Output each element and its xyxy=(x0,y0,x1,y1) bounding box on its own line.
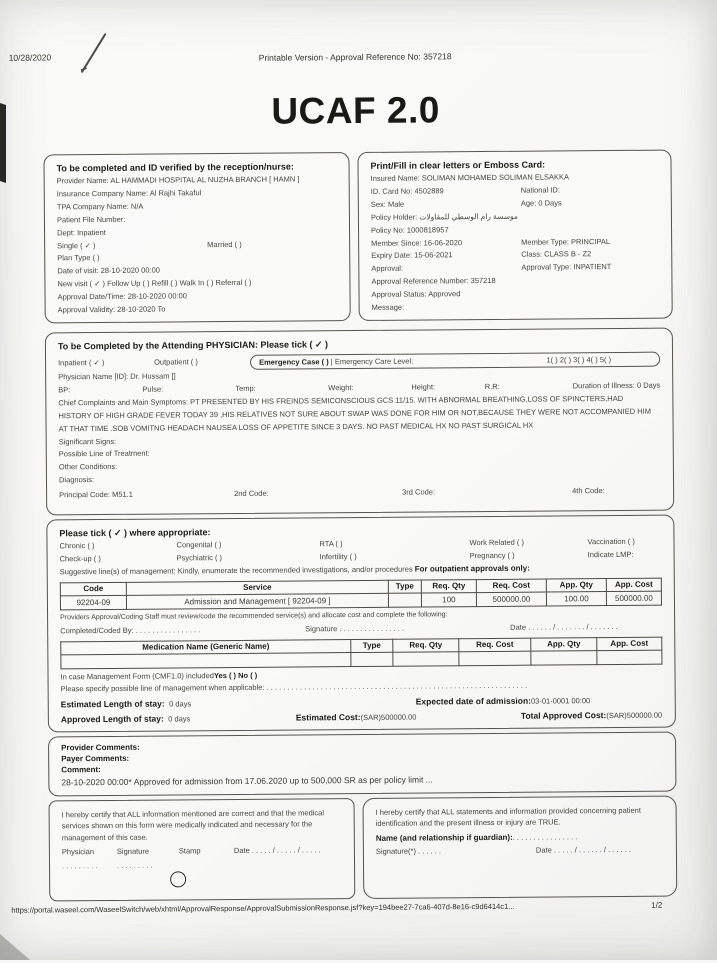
physician-sign-row xyxy=(62,845,342,856)
svc-header-req-cost: Req. Cost xyxy=(476,579,546,593)
approval-reference-line: Approval Reference Number: 357218 xyxy=(371,276,496,287)
footer-url: https://portal.waseel.com/WaseelSwitch/web/xhtml/ApprovalResponse/ApprovalSubmissionResponse.jsf?key=194bee27-7ca6-407d-8e16-c9d6414c1... xyxy=(11,901,515,915)
svc-type-cell xyxy=(388,593,421,607)
med-header-type: Type xyxy=(351,639,393,652)
cmf-specify-line: Please specify possible line of management when applicable: . . . . . . . . . . . . . . . . . . . . . . . . . . . . . . . . . . . . . . . . . . . . . . . . . . . . . . . . . . . . . . . xyxy=(60,681,528,694)
insurance-company-line: Insurance Company Name: Al Rajhi Takaful xyxy=(56,188,202,199)
med-name-cell xyxy=(61,652,351,668)
provider-name-line: Provider Name: AL HAMMADI HOSPITAL AL NUZHA BRANCH [ HAMN ] xyxy=(56,174,300,186)
svc-req-qty-cell: 100 xyxy=(421,592,476,606)
estimated-stay-label: Estimated Length of stay: xyxy=(60,698,165,710)
tick-appropriate-box xyxy=(46,515,676,733)
physician-box xyxy=(45,328,674,516)
diagnosis-codes-row xyxy=(59,485,661,503)
med-app-qty-cell xyxy=(531,650,597,665)
physician-box-title: To be Completed by the Attending PHYSICIAN: Please tick ( ✓ ) xyxy=(57,339,329,352)
svc-code-cell: 92204-09 xyxy=(60,595,126,610)
guardian-name-label: Name (and relationship if guardian): xyxy=(375,832,513,843)
insured-box xyxy=(357,150,672,321)
visit-type-line: New visit ( ✓ ) Follow Up ( ) Refill ( ) Walk In ( ) Referral ( ) xyxy=(57,278,252,289)
total-approved-cost xyxy=(521,707,662,723)
pregnancy-checkbox: Pregnancy ( ) xyxy=(469,550,515,561)
physician-certification-text: I hereby certify that ALL information mentioned are correct and that the medical services shown on this form were medically indicated and necessary for the management of this case. xyxy=(61,808,325,843)
psychiatric-checkbox: Psychiatric ( ) xyxy=(176,552,223,563)
message-line: Message: xyxy=(371,302,405,312)
patient-certification-text: I hereby certify that ALL statements and information provided concerning patient identification and the present illness or injury are TRUE. xyxy=(375,805,641,829)
scan-edge-artifact xyxy=(0,103,6,183)
medication-table xyxy=(60,636,662,669)
comments-box xyxy=(48,732,676,797)
insured-name-line: Insured Name: SOLIMAN MOHAMED SOLIMAN ELSAKKA xyxy=(370,172,570,183)
date-of-visit-line: Date of visit: 28-10-2020 00:00 xyxy=(57,265,160,276)
physician-dots-row xyxy=(62,859,342,870)
fourth-code: 4th Code: xyxy=(572,486,605,496)
pulse-field: Pulse: xyxy=(142,384,164,394)
patient-date-field: Date . . . . . / . . . . . . / . . . . . . xyxy=(535,844,631,855)
single-checkbox: Single ( ✓ ) xyxy=(57,240,96,250)
completed-coded-by: Completed/Coded By: . . . . . . . . . . . . . . . . xyxy=(60,624,201,635)
member-since: Member Since: 16-06-2020 xyxy=(371,237,463,248)
rr-field: R.R: xyxy=(484,381,500,391)
policy-holder-value: موسسة رام الوسطي للمقاولات xyxy=(419,211,518,222)
svc-req-cost-cell: 500000.00 xyxy=(476,592,546,607)
weight-field: Weight: xyxy=(328,382,354,393)
policy-no-line: Policy No: 1000818957 xyxy=(371,224,449,235)
principal-code: Principal Code: M51.1 xyxy=(59,489,133,500)
provider-comments-label: Provider Comments: xyxy=(61,742,140,753)
inpatient-checkbox: Inpatient ( ✓ ) xyxy=(58,358,105,368)
physician-certification-box xyxy=(49,798,356,901)
payer-comments-label: Payer Comments: xyxy=(61,753,130,764)
svc-header-app-qty: App. Qty xyxy=(546,578,606,591)
med-req-qty-cell xyxy=(393,651,459,666)
tick-box-title: Please tick ( ✓ ) where appropriate: xyxy=(59,527,211,539)
certification-section xyxy=(49,796,678,902)
physician-label: Physician xyxy=(61,847,95,857)
chronic-checkbox: Chronic ( ) xyxy=(59,541,95,551)
total-approved-cost-label: Total Approved Cost: xyxy=(520,710,607,722)
patient-file-number-line: Patient File Number: xyxy=(56,214,126,225)
checkup-checkbox: Check-up ( ) xyxy=(59,553,101,564)
total-approved-cost-value: (SAR)500000.00 xyxy=(606,710,663,721)
coding-staff-note: Providers Approval/Coding Staff must review/code the recommended service(s) and allocate cost and complete the following: xyxy=(60,611,448,622)
class-value: Class: CLASS B - Z2 xyxy=(521,249,592,260)
signature-dots: . . . . . . . . . xyxy=(116,860,153,871)
duration-of-illness: Duration of Illness: 0 Days xyxy=(572,380,661,391)
infertility-checkbox: Infertility ( ) xyxy=(319,551,357,562)
plan-type-line: Plan Type ( ) xyxy=(57,253,100,263)
comment-text: 28-10-2020 00:00* Approved for admission from 17.06.2020 up to 500,000 SR as per policy limit ... xyxy=(61,774,433,788)
med-header-app-cost: App. Cost xyxy=(597,637,662,651)
estimated-cost-label: Estimated Cost: xyxy=(295,712,361,723)
estimated-stay-value: 0 days xyxy=(169,699,192,709)
temp-field: Temp: xyxy=(235,383,256,393)
complaints-line-2: HISTORY OF HIGH GRADE FEVER TODAY 39 ,HIS RELATIVES NOT SURE ABOUT SWAP WAS DONE FOR HIM OR NOT,BECAUSE THEY WERE NOT ACCOMPANIED HIM xyxy=(58,406,651,421)
scan-corner-artifact xyxy=(0,934,30,960)
service-table xyxy=(60,577,662,610)
tpa-company-line: TPA Company Name: N/A xyxy=(56,201,144,212)
physician-name-line: Physician Name [ID]: Dr. Hussam [] xyxy=(58,371,176,382)
married-checkbox: Married ( ) xyxy=(207,239,242,249)
physician-dots: . . . . . . . . . xyxy=(61,861,98,871)
work-related-checkbox: Work Related ( ) xyxy=(469,537,524,548)
comment-label: Comment: xyxy=(61,764,101,774)
patient-sign-row xyxy=(376,844,664,855)
outpatient-checkbox: Outpatient ( ) xyxy=(154,357,198,367)
significant-signs-line: Significant Signs: xyxy=(58,436,117,446)
diagnosis-line: Diagnosis: xyxy=(58,475,95,485)
approval-validity-line: Approval Validity: 28-10-2020 To xyxy=(57,304,166,315)
med-header-req-cost: Req. Cost xyxy=(459,638,531,652)
med-req-cost-cell xyxy=(459,651,531,666)
svc-app-qty-cell: 100.00 xyxy=(546,591,606,605)
other-conditions-line: Other Conditions: xyxy=(58,462,118,472)
suggestive-note-normal: Suggestive line(s) of management: Kindly, enumerate the recommended investigations, and/or procedures xyxy=(59,564,415,577)
stamp-circle xyxy=(170,872,186,888)
svc-app-cost-cell: 500000.00 xyxy=(606,591,661,605)
med-header-name: Medication Name (Generic Name) xyxy=(61,639,351,654)
emergency-case-part xyxy=(259,356,413,368)
emergency-pill xyxy=(250,352,660,370)
estimated-cost-value: (SAR)500000.00 xyxy=(360,712,417,723)
svc-header-type: Type xyxy=(388,580,421,593)
expected-admission-label: Expected date of admission: xyxy=(415,695,532,707)
approval-datetime-line: Approval Date/Time: 28-10-2020 00:00 xyxy=(57,291,187,302)
med-header-req-qty: Req. Qty xyxy=(393,638,459,652)
svc-header-service: Service xyxy=(126,580,388,595)
coding-date: Date . . . . . . / . . . . . . . / . . . . . . . xyxy=(510,621,618,632)
approval-type: Approval Type: INPATIENT xyxy=(521,262,612,273)
cmf-included-options: Yes ( ) No ( ) xyxy=(213,670,258,680)
emergency-care-level-label: | Emergency Care Level: xyxy=(330,356,414,367)
suggestive-note-bold: For outpatient approvals only: xyxy=(414,563,530,574)
approval-status-line: Approval Status: Approved xyxy=(371,289,461,300)
expected-admission-value: 03-01-0001 00:00 xyxy=(530,696,591,706)
printable-version-header: Printable Version - Approval Reference No: 357218 xyxy=(258,51,452,63)
med-app-cost-cell xyxy=(597,650,662,665)
insured-box-title: Print/Fill in clear letters or Emboss Card: xyxy=(370,159,546,171)
form-title: UCAF 2.0 xyxy=(271,89,440,132)
patient-certification-box xyxy=(362,796,677,899)
national-id: National ID: xyxy=(520,185,560,195)
height-field: Height: xyxy=(411,382,436,392)
emergency-case-checkbox: Emergency Case ( ) xyxy=(259,357,329,367)
coding-signature: Signature . . . . . . . . . . . . . . . . xyxy=(305,623,404,634)
congenital-checkbox: Congenital ( ) xyxy=(176,540,222,550)
vaccination-checkbox: Vaccination ( ) xyxy=(587,536,635,547)
indicate-lmp: Indicate LMP: xyxy=(587,549,634,560)
stamp-label: Stamp xyxy=(178,846,201,856)
third-code: 3rd Code: xyxy=(402,487,436,497)
second-code: 2nd Code: xyxy=(234,488,269,499)
svc-header-req-qty: Req. Qty xyxy=(421,579,476,592)
approved-stay xyxy=(61,710,296,727)
emergency-level-options: 1( ) 2( ) 3( ) 4( ) 5( ) xyxy=(546,355,612,365)
policy-holder-label: Policy Holder: xyxy=(370,212,418,222)
age-value: Age: 0 Days xyxy=(520,198,562,208)
bp-field: BP: xyxy=(58,385,71,395)
svc-header-app-cost: App. Cost xyxy=(606,578,661,591)
complaints-line-1: Chief Complaints and Main Symptoms: PT PRESENTED BY HIS FREINDS SEMICONSCIOUS GCS 11/15. WITH ABNORMAL BREATHING,LOSS OF SPINCTERS,HAD xyxy=(58,393,624,408)
id-card-no: ID. Card No: 4502889 xyxy=(370,186,444,196)
guardian-name-row xyxy=(376,831,664,842)
dept-line: Dept: Inpatient xyxy=(57,227,106,237)
guardian-name-dots: . . . . . . . . . . . . . . . . xyxy=(512,832,578,842)
svc-service-cell: Admission and Management [ 92204-09 ] xyxy=(126,593,388,609)
top-info-section xyxy=(43,150,672,324)
approved-stay-value: 0 days xyxy=(168,714,191,724)
approved-stay-label: Approved Length of stay: xyxy=(60,713,164,725)
med-header-app-qty: App. Qty xyxy=(531,637,597,651)
physician-date-field: Date . . . . . / . . . . . / . . . . . xyxy=(233,845,321,856)
sex-value: Sex: Male xyxy=(370,199,405,209)
med-type-cell xyxy=(351,652,393,666)
signature-label: Signature xyxy=(116,846,150,857)
expected-admission xyxy=(416,693,591,709)
reception-box xyxy=(43,152,350,323)
member-type: Member Type: PRINCIPAL xyxy=(521,236,611,247)
rta-checkbox: RTA ( ) xyxy=(319,539,343,549)
page-indicator: 1/2 xyxy=(651,900,663,910)
scan-date: 10/28/2020 xyxy=(8,52,52,63)
patient-signature-field: Signature(*) . . . . . . xyxy=(375,846,441,856)
possible-treatment-line: Possible Line of Treatment: xyxy=(58,449,150,459)
estimated-cost xyxy=(296,708,521,725)
approval-label: Approval: xyxy=(371,263,404,274)
cmf-included-label: In case Management Form (CMF1.0) included xyxy=(60,670,214,681)
svc-header-code: Code xyxy=(60,582,126,596)
complaints-line-3: AT THAT TIME .SOB VOMITNG HEADACH NAUSEA LOSS OF APPETITE SINCE 3 DAYS. NO PAST MEDICAL HX NO PAST SURGICAL HX xyxy=(58,420,534,433)
expiry-date: Expiry Date: 15-06-2021 xyxy=(371,250,453,261)
reception-box-title: To be completed and ID verified by the reception/nurse: xyxy=(56,161,294,174)
